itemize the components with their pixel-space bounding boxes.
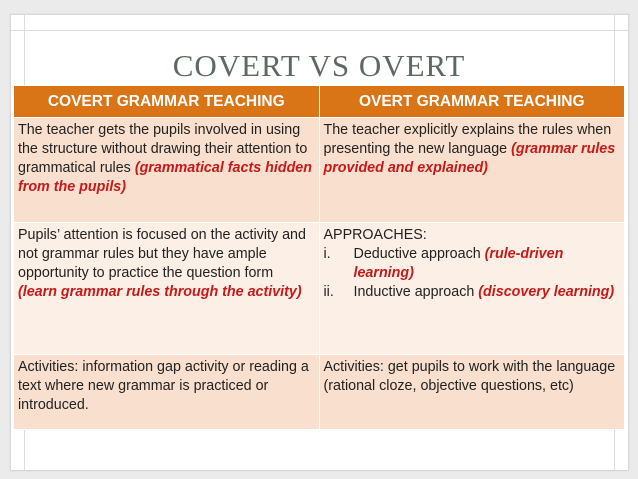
cell-highlight: (learn grammar rules through the activity) (18, 284, 302, 300)
comparison-table (13, 85, 625, 430)
approaches-list (324, 245, 621, 302)
list-item (324, 283, 621, 302)
cell-highlight: (grammar rules provided and explained) (323, 141, 616, 176)
item-highlight: (rule-driven learning) (353, 246, 564, 281)
list-number: i. (323, 246, 331, 262)
cell-text: The teacher explicitly explains the rules when presenting the new language (323, 122, 612, 157)
cell-highlight: (grammatical facts hidden from the pupils) (18, 160, 312, 195)
cell-overt-2 (319, 223, 625, 355)
cell-text: Pupils’ attention is focused on the activity and not grammar rules but they have ample opportunity to practice the question form (18, 227, 306, 281)
table-row (14, 223, 625, 355)
cell-text: The teacher gets the pupils involved in using the structure without drawing their attention to grammatical rules (18, 122, 308, 176)
item-text: Inductive approach (353, 284, 475, 300)
header-overt: OVERT GRAMMAR TEACHING (319, 86, 625, 118)
list-number: ii. (323, 284, 334, 300)
frame-rule-top (11, 30, 628, 31)
cell-covert-1 (14, 118, 320, 223)
cell-overt-1 (319, 118, 625, 223)
table-row (14, 355, 625, 430)
list-item (324, 245, 621, 283)
slide-title: COVERT VS OVERT (172, 48, 466, 83)
table-row (14, 118, 625, 223)
approaches-heading: APPROACHES: (323, 227, 427, 243)
list-text (354, 245, 621, 283)
item-text: Deductive approach (353, 246, 481, 262)
item-highlight: (discovery learning) (478, 284, 615, 300)
table-header-row (14, 86, 625, 118)
list-text (354, 283, 621, 302)
cell-overt-3: Activities: get pupils to work with the language (rational cloze, objective questions, etc) (319, 355, 625, 430)
cell-covert-3: Activities: information gap activity or reading a text where new grammar is practiced or introduced. (14, 355, 320, 430)
cell-covert-2 (14, 223, 320, 355)
header-covert: COVERT GRAMMAR TEACHING (14, 86, 320, 118)
